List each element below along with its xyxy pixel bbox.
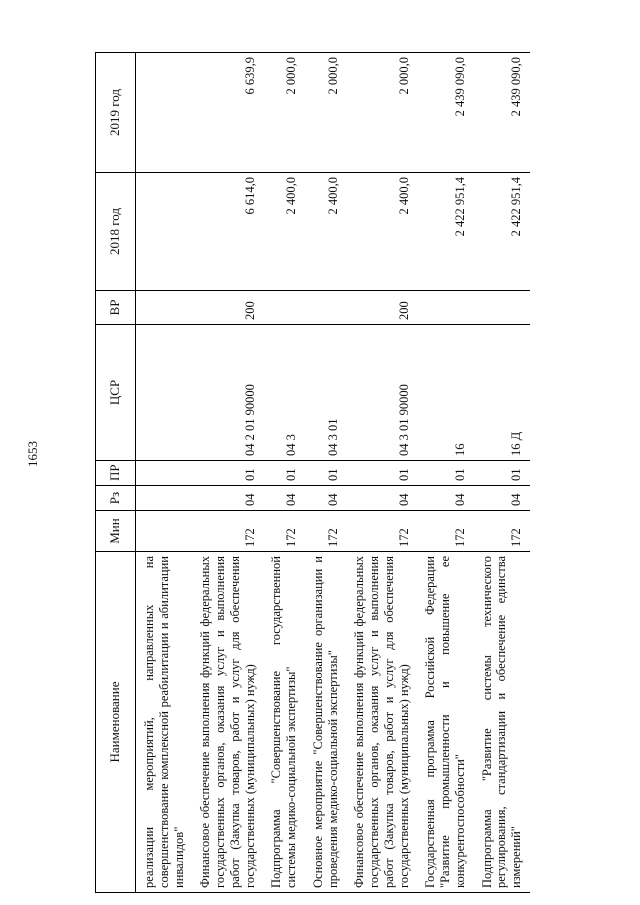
table-row	[263, 53, 305, 893]
row-2019: 2 439 090,0	[417, 53, 473, 173]
row-vr	[417, 291, 473, 325]
row-2018: 2 400,0	[305, 173, 347, 291]
row-2019: 2 000,0	[305, 53, 347, 173]
row-rz: 04	[417, 486, 473, 511]
column-header-name: Наименование	[96, 552, 136, 893]
row-pr: 01	[474, 461, 530, 486]
row-vr	[305, 291, 347, 325]
row-rz: 04	[346, 486, 417, 511]
row-name: Финансовое обеспечение выполнения функций федеральных государственных органов, оказания услуг и выполнения работ (Закупка товаров, работ и услуг для обеспечения государственных (муниципальных) нужд)	[192, 552, 263, 893]
row-min	[136, 511, 193, 552]
row-2018: 2 400,0	[346, 173, 417, 291]
row-name: Государственная программа Российской Федерации "Развитие промышленности и повышение ее конкурентоспособности"	[417, 552, 473, 893]
row-vr	[474, 291, 530, 325]
row-pr: 01	[346, 461, 417, 486]
row-name: реализации мероприятий, направленных на совершенствование комплексной реабилитации и абилитации инвалидов"	[136, 552, 193, 893]
row-min: 172	[417, 511, 473, 552]
page-number: 1653	[25, 441, 40, 467]
table-header-row	[96, 53, 136, 893]
row-pr: 01	[263, 461, 305, 486]
row-csr	[136, 325, 193, 461]
row-2019: 2 000,0	[346, 53, 417, 173]
row-2018: 2 400,0	[263, 173, 305, 291]
row-min: 172	[346, 511, 417, 552]
column-header-vr: ВР	[96, 291, 136, 325]
row-2018	[136, 173, 193, 291]
row-2018: 2 422 951,4	[417, 173, 473, 291]
row-pr: 01	[417, 461, 473, 486]
row-2019: 2 439 090,0	[474, 53, 530, 173]
row-2018: 6 614,0	[192, 173, 263, 291]
row-vr	[263, 291, 305, 325]
column-header-min: Мин	[96, 511, 136, 552]
row-pr: 01	[305, 461, 347, 486]
budget-table-container	[95, 53, 595, 893]
row-2019: 6 639,9	[192, 53, 263, 173]
row-2019: 2 000,0	[263, 53, 305, 173]
table-row	[192, 53, 263, 893]
row-name: Основное мероприятие "Совершенствование организации и проведения медико-социальной экспертизы"	[305, 552, 347, 893]
row-csr: 04 3	[263, 325, 305, 461]
row-2019	[136, 53, 193, 173]
table-row	[305, 53, 347, 893]
row-name: Подпрограмма "Совершенствование государственной системы медико-социальной экспертизы"	[263, 552, 305, 893]
row-csr: 04 3 01	[305, 325, 347, 461]
table-row	[417, 53, 473, 893]
row-rz: 04	[263, 486, 305, 511]
row-vr	[136, 291, 193, 325]
row-min: 172	[192, 511, 263, 552]
row-vr: 200	[346, 291, 417, 325]
column-header-csr: ЦСР	[96, 325, 136, 461]
row-2018: 2 422 951,4	[474, 173, 530, 291]
row-min: 172	[305, 511, 347, 552]
column-header-2019: 2019 год	[96, 53, 136, 173]
column-header-rz: Рз	[96, 486, 136, 511]
row-csr: 16	[417, 325, 473, 461]
row-csr: 04 3 01 90000	[346, 325, 417, 461]
row-name: Подпрограмма "Развитие системы технического регулирования, стандартизации и обеспечение единства измерений"	[474, 552, 530, 893]
row-min: 172	[474, 511, 530, 552]
budget-table	[95, 52, 530, 893]
column-header-2018: 2018 год	[96, 173, 136, 291]
row-pr: 01	[192, 461, 263, 486]
row-rz	[136, 486, 193, 511]
row-csr: 04 2 01 90000	[192, 325, 263, 461]
table-row	[136, 53, 193, 893]
table-row	[474, 53, 530, 893]
row-rz: 04	[474, 486, 530, 511]
column-header-pr: ПР	[96, 461, 136, 486]
row-min: 172	[263, 511, 305, 552]
row-csr: 16 Д	[474, 325, 530, 461]
row-rz: 04	[305, 486, 347, 511]
row-rz: 04	[192, 486, 263, 511]
table-row	[346, 53, 417, 893]
row-vr: 200	[192, 291, 263, 325]
row-name: Финансовое обеспечение выполнения функций федеральных государственных органов, оказания услуг и выполнения работ (Закупка товаров, работ и услуг для обеспечения государственных (муниципальных) нужд)	[346, 552, 417, 893]
row-pr	[136, 461, 193, 486]
